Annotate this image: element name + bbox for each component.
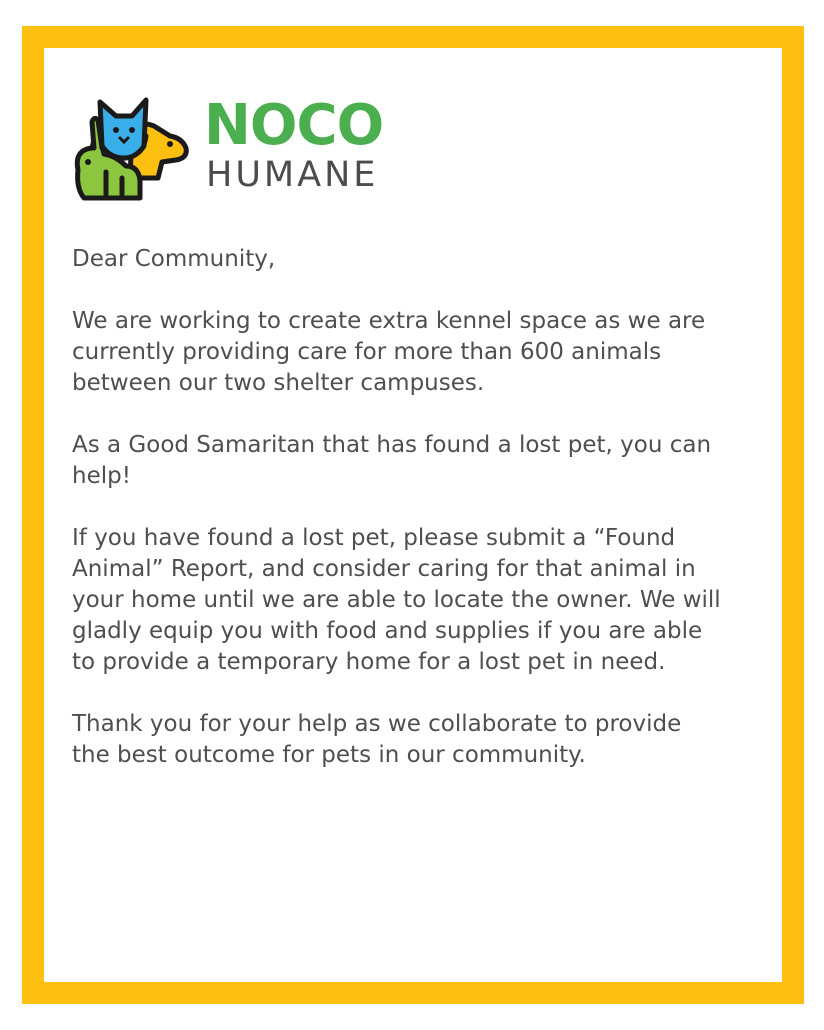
letter-body bbox=[72, 244, 722, 802]
letter-greeting: Dear Community, bbox=[72, 246, 276, 272]
letter-paragraph-thank-you: Thank you for your help as we collaborate to provide the best outcome for pets in our community. bbox=[72, 711, 682, 768]
letter-paragraph-kennel-space: We are working to create extra kennel space as we are currently providing care for more than 600 animals between our two shelter campuses. bbox=[72, 308, 706, 396]
brand-name-humane: HUMANE bbox=[206, 155, 379, 195]
noco-humane-logo bbox=[70, 92, 430, 204]
cat-dog-rabbit-logo-icon bbox=[70, 92, 192, 204]
letter-paragraph-good-samaritan: As a Good Samaritan that has found a lost pet, you can help! bbox=[72, 432, 712, 489]
brand-name-noco: NOCO bbox=[204, 93, 384, 158]
letter-paragraph-found-animal-report: If you have found a lost pet, please submit a “Found Animal” Report, and consider caring for that animal in your home until we are able to locate the owner. We will gladly equip you with food and supplies if you are able to provide a temporary home for a lost pet in need. bbox=[72, 525, 721, 675]
